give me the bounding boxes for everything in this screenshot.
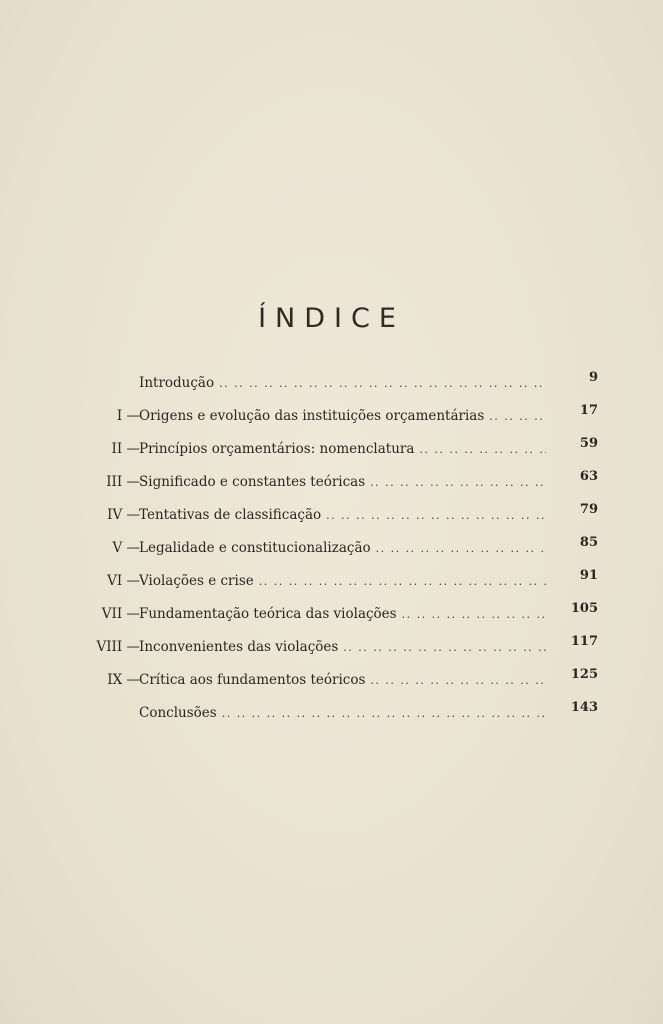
chapter-title: Inconvenientes das violações .. .. [139,636,546,659]
chapter-title: Violações e crise .. .. [139,570,546,593]
toc-entry [60,669,608,691]
toc-entry [60,372,608,394]
chapter-title: Crítica aos fundamentos teóricos .. .. [139,669,546,692]
toc-entry [60,471,608,493]
page-number: 79 [579,502,598,517]
toc-entry [60,504,608,526]
chapter-numeral: II — [111,441,140,457]
toc-entry [60,537,608,559]
page-number: 143 [570,700,598,715]
toc-entry [60,603,608,625]
chapter-title: Conclusões .. .. [139,702,546,725]
chapter-numeral: IV — [107,507,140,523]
chapter-numeral: III — [106,474,140,490]
toc-entry [60,405,608,427]
page-number: 125 [570,667,598,682]
page-number: 59 [579,436,598,451]
page-number: 9 [588,370,598,385]
chapter-numeral: VI — [107,573,140,589]
chapter-numeral: VIII — [96,639,140,655]
page-number: 85 [579,535,598,550]
toc-entry [60,636,608,658]
chapter-title: Introdução .. .. [139,372,546,395]
toc-entry [60,570,608,592]
chapter-title: Legalidade e constitucionalização .. .. [139,537,546,560]
chapter-title: Fundamentação teórica das violações .. .. [139,603,546,626]
chapter-title: Origens e evolução das instituições orçamentárias .. .. [139,405,546,428]
chapter-numeral: V — [112,540,140,556]
toc-entry [60,438,608,460]
page-number: 91 [579,568,598,583]
page-number: 63 [579,469,598,484]
chapter-numeral: VII — [101,606,140,622]
chapter-title: Significado e constantes teóricas .. .. [139,471,546,494]
chapter-numeral: IX — [107,672,140,688]
chapter-numeral: I — [116,408,140,424]
page-title: ÍNDICE [258,303,405,334]
page-number: 117 [570,634,598,649]
chapter-title: Princípios orçamentários: nomenclatura .. .. [139,438,546,461]
chapter-title: Tentativas de classificação .. .. [139,504,546,527]
toc-entry [60,702,608,724]
page-number: 105 [570,601,598,616]
page-number: 17 [579,403,598,418]
